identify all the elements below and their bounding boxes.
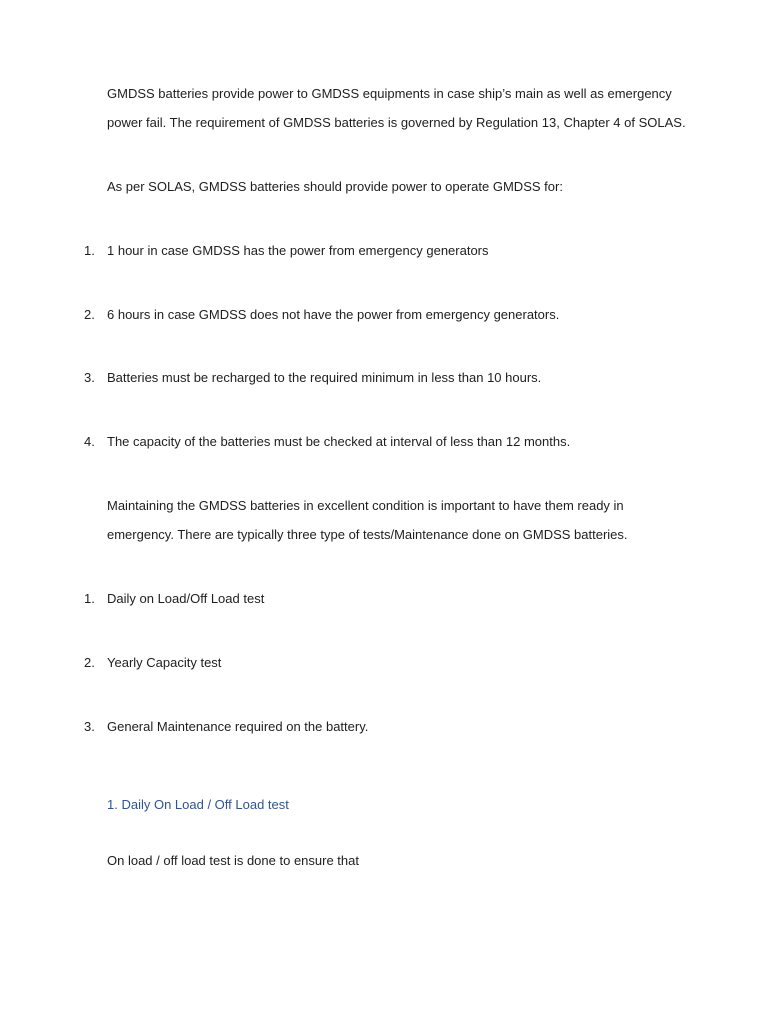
- intro-line-2: power fail. The requirement of GMDSS batteries is governed by Regulation 13, Chapter 4 of SOLAS.: [107, 115, 686, 130]
- test-item: General Maintenance required on the battery.: [107, 719, 369, 734]
- maintenance-intro-line-2: emergency. There are typically three type of tests/Maintenance done on GMDSS batteries.: [107, 527, 628, 542]
- requirement-number: 1.: [84, 243, 95, 258]
- test-number: 3.: [84, 719, 95, 734]
- requirement-item: 6 hours in case GMDSS does not have the power from emergency generators.: [107, 307, 560, 322]
- requirement-number: 2.: [84, 307, 95, 322]
- section-paragraph: On load / off load test is done to ensure that: [107, 853, 359, 868]
- test-number: 1.: [84, 591, 95, 606]
- test-item: Daily on Load/Off Load test: [107, 591, 265, 606]
- test-number: 2.: [84, 655, 95, 670]
- requirement-number: 3.: [84, 370, 95, 385]
- requirement-item: The capacity of the batteries must be checked at interval of less than 12 months.: [107, 434, 571, 449]
- intro-line-1: GMDSS batteries provide power to GMDSS equipments in case ship’s main as well as emergency: [107, 86, 672, 101]
- requirement-number: 4.: [84, 434, 95, 449]
- solas-intro-paragraph: As per SOLAS, GMDSS batteries should provide power to operate GMDSS for:: [107, 179, 563, 194]
- requirement-item: Batteries must be recharged to the required minimum in less than 10 hours.: [107, 370, 542, 385]
- maintenance-intro-line-1: Maintaining the GMDSS batteries in excellent condition is important to have them ready in: [107, 498, 624, 513]
- requirement-item: 1 hour in case GMDSS has the power from emergency generators: [107, 243, 489, 258]
- test-item: Yearly Capacity test: [107, 655, 222, 670]
- section-heading: 1. Daily On Load / Off Load test: [107, 797, 289, 812]
